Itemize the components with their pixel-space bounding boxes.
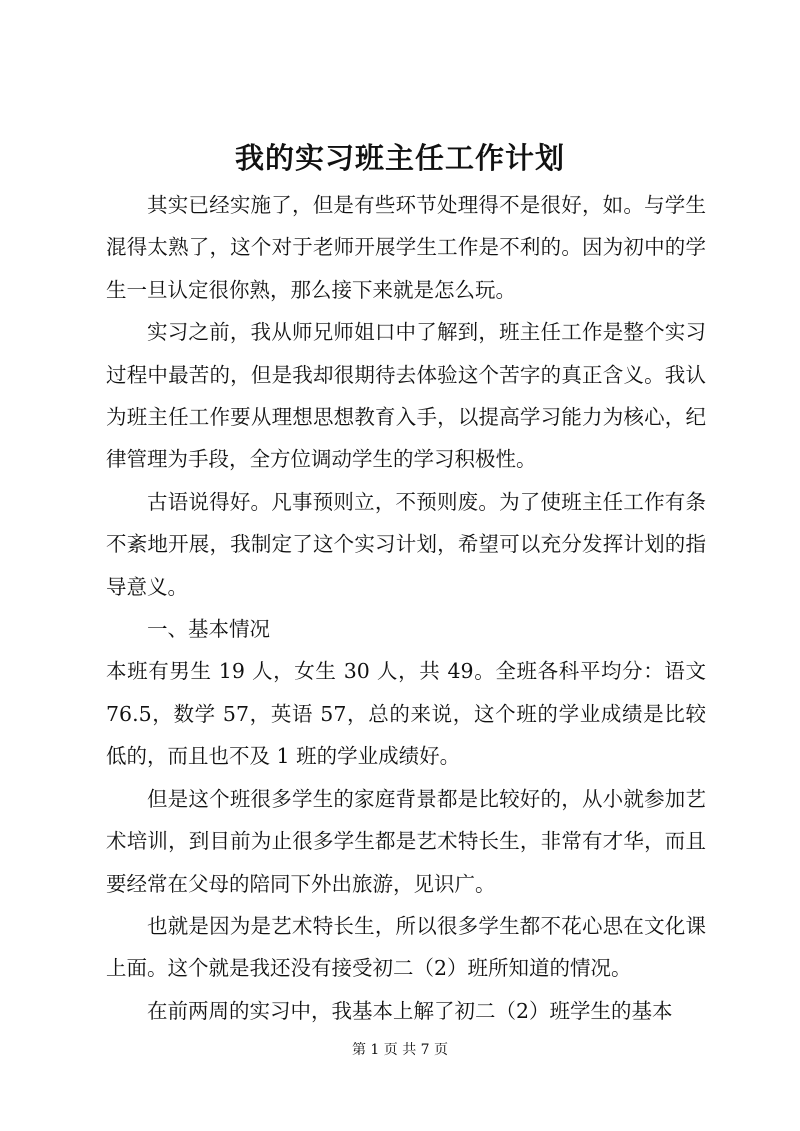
paragraph-7: 也就是因为是艺术特长生，所以很多学生都不花心思在文化课上面。这个就是我还没有接受初二（2）班所知道的情况。 [106, 913, 706, 981]
document-title: 我的实习班主任工作计划 [234, 141, 565, 175]
paragraph-6: 但是这个班很多学生的家庭背景都是比较好的，从小就参加艺术培训，到目前为止很多学生都是艺术特长生，非常有才华，而且要经常在父母的陪同下外出旅游，见识广。 [106, 786, 706, 896]
paragraph-1: 其实已经实施了，但是有些环节处理得不是很好，如。与学生混得太熟了，这个对于老师开展学生工作是不利的。因为初中的学生一旦认定很你熟，那么接下来就是怎么玩。 [106, 193, 706, 302]
document-body [106, 184, 706, 1032]
paragraph-5: 本班有男生 19 人，女生 30 人，共 49。全班各科平均分：语文 76.5，数学 57，英语 57，总的来说，这个班的学业成绩是比较低的，而且也不及 1 班的学业成绩好。 [106, 659, 706, 769]
paragraph-8: 在前两周的实习中，我基本上解了初二（2）班学生的基本 [147, 998, 673, 1023]
paragraph-2: 实习之前，我从师兄师姐口中了解到，班主任工作是整个实习过程中最苦的，但是我却很期待去体验这个苦字的真正含义。我认为班主任工作要从理想思想教育入手，以提高学习能力为核心，纪律管理为手段，全方位调动学生的学习积极性。 [106, 320, 706, 472]
section-heading-basic-situation: 一、基本情况 [147, 617, 270, 642]
paragraph-3: 古语说得好。凡事预则立，不预则废。为了使班主任工作有条不紊地开展，我制定了这个实习计划，希望可以充分发挥计划的指导意义。 [106, 489, 706, 599]
page-footer: 第 1 页 共 7 页 [351, 1042, 449, 1058]
